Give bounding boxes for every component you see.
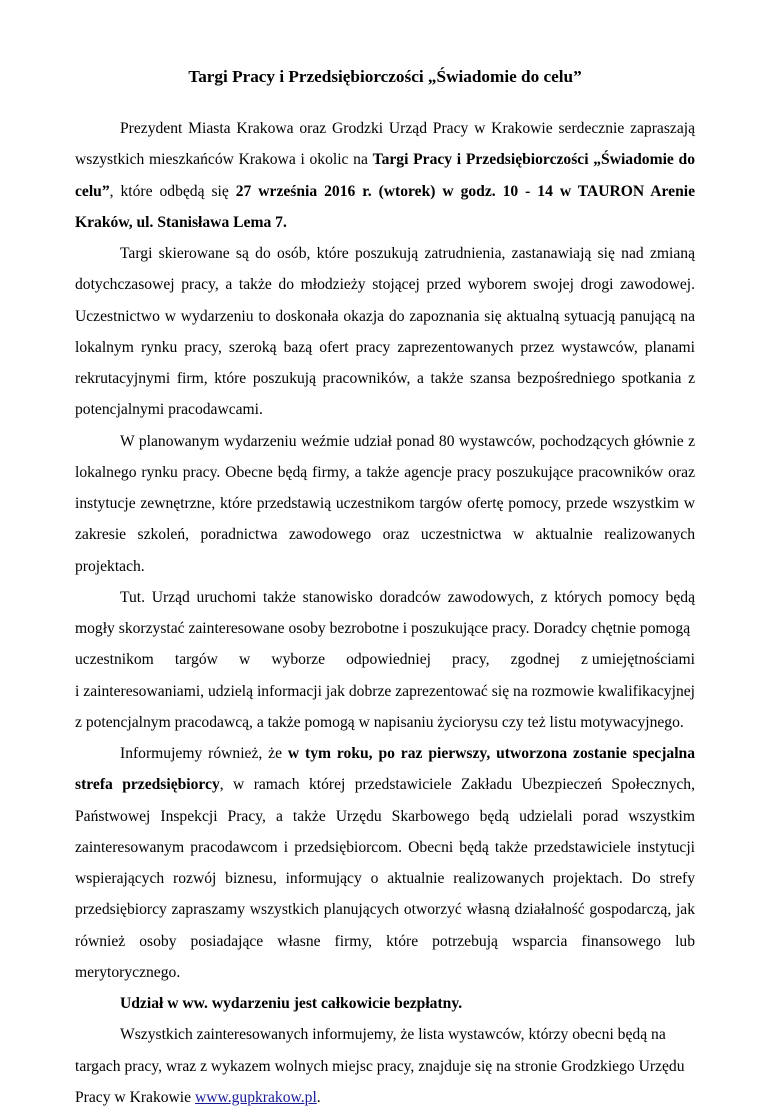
free-entry-paragraph — [75, 988, 695, 1019]
exhibitors-paragraph: W planowanym wydarzeniu weźmie udział ponad 80 wystawców, pochodzących głównie z lokalnego rynku pracy. Obecne będą firmy, a także agencje pracy poszukujące pracowników oraz instytucje zewnętrzne, które przedstawią uczestnikom targów ofertę pomocy, przede wszystkim w zakresie szkoleń, poradnictwa zawodowego oraz uczestnictwa w aktualnie realizowanych projektach. — [75, 432, 695, 575]
advisors-word: zgodnej — [510, 651, 560, 669]
advisors-spread-line — [75, 644, 695, 675]
advisors-word: uczestnikom — [75, 651, 154, 669]
advisors-word: w — [238, 651, 251, 669]
event-name: Targi Pracy i Przedsiębiorczości „Świadomie do celu” — [75, 151, 695, 200]
advisors-word: wyborze — [271, 651, 325, 669]
list-text-1: Wszystkich zainteresowanych informujemy, że lista wystawców, którzy obecni będą na targach pracy, wraz z wykazem wolnych miejsc pracy, znajduje się na stronie Grodzkiego Urzędu Pracy w Krakowie — [75, 1026, 685, 1106]
entrepreneur-zone-paragraph — [75, 738, 695, 988]
advisors-word: odpowiedniej — [346, 651, 431, 669]
advisors-text-1: Tut. Urząd uruchomi także stanowisko doradców zawodowych, z których pomocy będą mogły skorzystać zainteresowane osoby bezrobotne i poszukujące pracy. Doradcy chętnie pomogą — [75, 588, 695, 637]
advisors-paragraph — [75, 582, 695, 645]
event-date-location: 27 września 2016 r. (wtorek) w godz. 10 - 14 w TAURON Arenie Kraków, ul. Stanisława Lema 7. — [75, 182, 696, 231]
zone-highlight: w tym roku, po raz pierwszy, utworzona zostanie specjalna strefa przedsiębiorcy — [75, 745, 696, 794]
intro-text-1: Prezydent Miasta Krakowa oraz Grodzki Urząd Pracy w Krakowie serdecznie zapraszają wszystkich mieszkańców Krakowa i okolic na — [75, 120, 695, 169]
intro-text-2: , które odbędą się — [109, 182, 236, 200]
zone-text-1: Informujemy również, że — [120, 745, 288, 762]
list-text-2: . — [316, 1088, 321, 1106]
intro-paragraph — [75, 113, 695, 238]
advisors-word: z umiejętnościami — [581, 651, 695, 669]
zone-text-2: , w ramach której przedstawiciele Zakładu Ubezpieczeń Społecznych, Państwowej Inspekcji Pracy, a także Urzędu Skarbowego będą udzielali porad wszystkim zainteresowanym pracodawcom i przedsiębiorcom. Obecni będą także przedstawiciele instytucji wspierających rozwój biznesu, informujący o aktualnie realizowanych projektach. Do strefy przedsiębiorcy zapraszamy wszystkich planujących otworzyć własną działalność gospodarczą, jak również osoby posiadające własne firmy, które potrzebują wsparcia finansowego lub merytorycznego. — [75, 776, 695, 981]
audience-paragraph: Targi skierowane są do osób, które poszukują zatrudnienia, zastanawiają się nad zmianą dotychczasowej pracy, a także do młodzieży stojącej przed wyborem swojej drogi zawodowej. Uczestnictwo w wydarzeniu to doskonała okazja do zapoznania się aktualną sytuacją panującą na lokalnym rynku pracy, szeroką bazą ofert pracy zaprezentowanych przez wystawców, planami rekrutacyjnymi firm, które poszukują pracowników, a także szansa bezpośredniego spotkania z potencjalnymi pracodawcami. — [75, 245, 695, 419]
page-title: Targi Pracy i Przedsiębiorczości „Świadomie do celu” — [188, 67, 582, 86]
advisors-continuation: i zainteresowaniami, udzielą informacji jak dobrze zaprezentować się na rozmowie kwalifikacyjnej z potencjalnym pracodawcą, a także pomogą w napisaniu życiorysu czy też listu motywacyjnego. — [75, 682, 695, 731]
advisors-word: targów — [174, 651, 218, 669]
free-entry-text: Udział w ww. wydarzeniu jest całkowicie bezpłatny. — [120, 995, 463, 1012]
gup-website-link[interactable]: www.gupkrakow.pl — [194, 1088, 317, 1106]
exhibitor-list-paragraph — [75, 1019, 695, 1113]
advisors-word: pracy, — [452, 651, 490, 669]
